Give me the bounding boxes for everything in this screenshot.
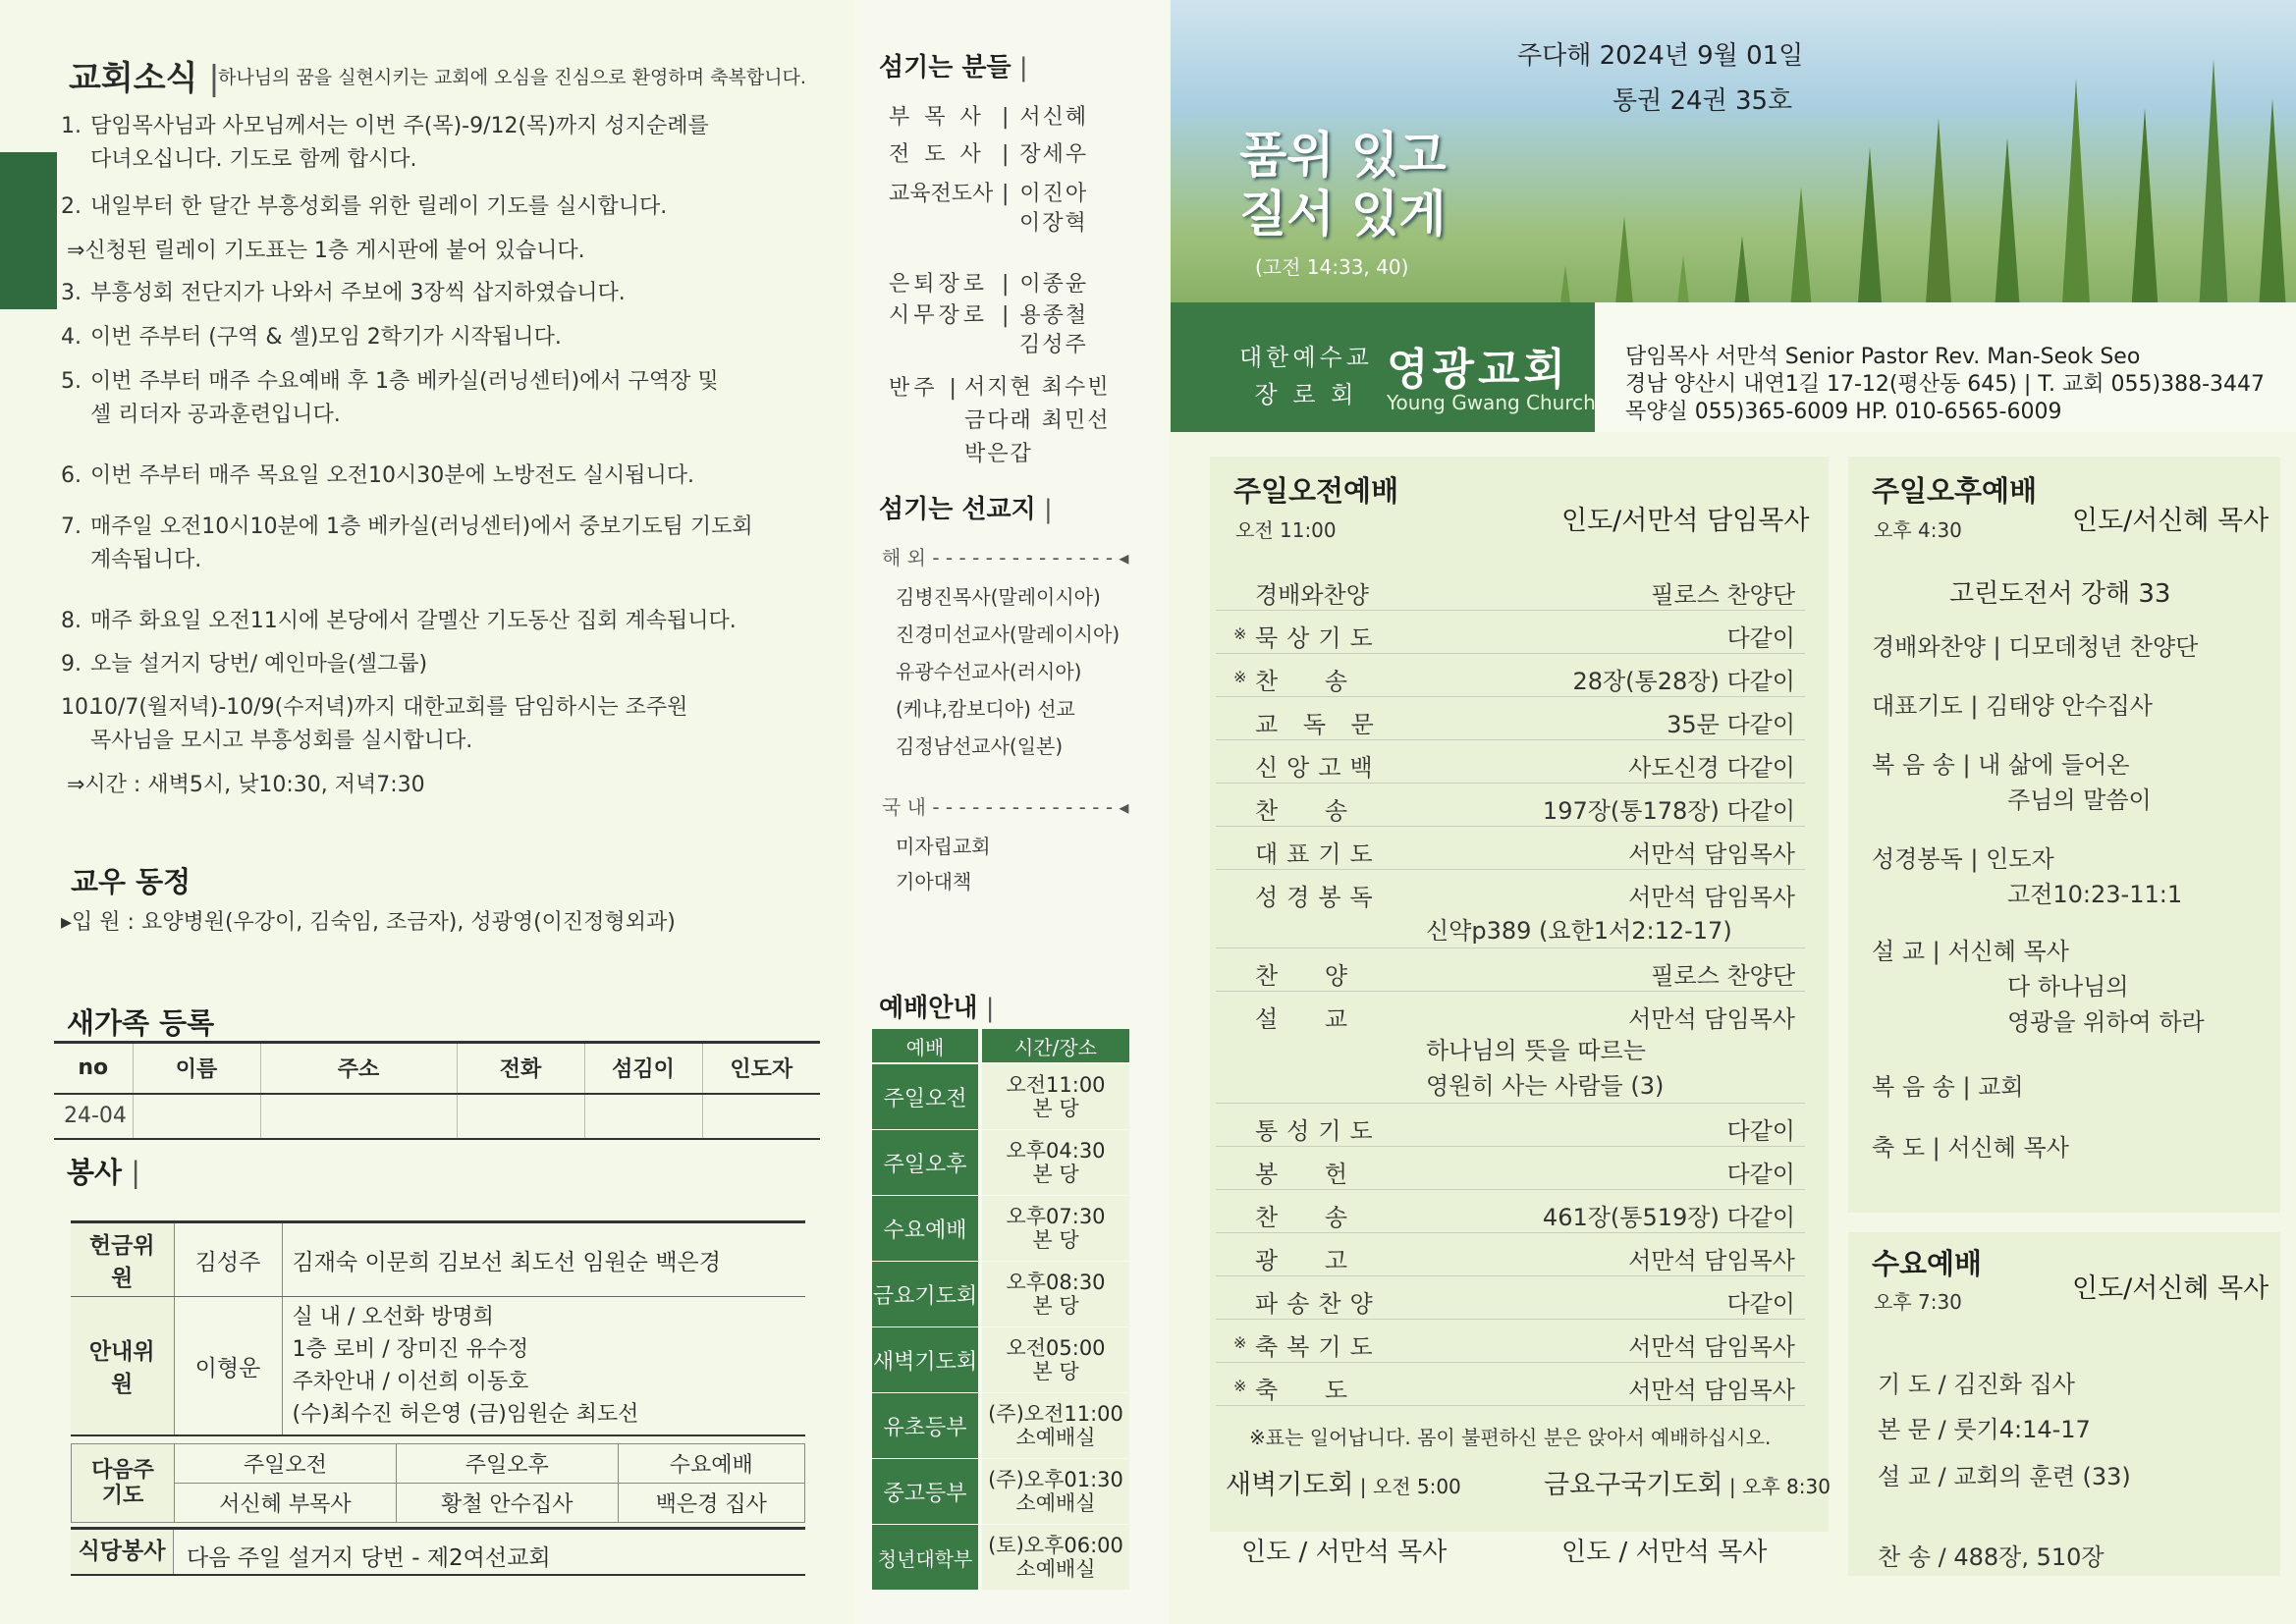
news-item-7: 7. 매주일 오전10시10분에 1층 베카실(러닝센터)에서 중보기도팀 기도회 계속됩니다. — [61, 514, 753, 572]
order-row: 성경봉독 서만석 담임목사 — [1216, 870, 1805, 948]
pm-order-7: 축 도 | 서신혜 목사 — [1872, 1134, 2069, 1162]
pm-order-3b: 주님의 말씀이 — [2007, 786, 2152, 814]
bulletin-date: 주다해 2024년 9월 01일 — [1517, 41, 1804, 71]
order-row: ※ 축 도 서만석 담임목사 — [1216, 1363, 1805, 1406]
service-table — [71, 1220, 805, 1436]
pm-order-1: 경배와찬양 | 디모데청년 찬양단 — [1872, 633, 2199, 661]
pm-order-6: 복 음 송 | 교회 — [1872, 1073, 2024, 1101]
order-row: 교 독 문 35문 다같이 — [1216, 697, 1805, 740]
wed-order-4: 찬 송 / 488장, 510장 — [1878, 1543, 2105, 1571]
mission-2: 진경미선교사(말레이시아) — [896, 623, 1121, 646]
worship-row: 금요기도회 오후08:30 본 당 — [872, 1262, 1129, 1326]
news-arrow-2: ⇒시간 : 새벽5시, 낮10:30, 저녁7:30 — [67, 773, 425, 797]
offering-label: 헌금위원 — [71, 1222, 174, 1297]
bulletin-theme: 품위 있고 질서 있게 — [1239, 127, 1447, 243]
sermon-title-2: 영원히 사는 사람들 (3) — [1426, 1072, 1665, 1100]
next-prayer-label: 다음주 기도 — [72, 1444, 175, 1523]
order-row: 파송찬양 다같이 — [1216, 1276, 1805, 1320]
wednesday-time: 오후 7:30 — [1874, 1290, 1962, 1314]
sermon-series: 고린도전서 강해 33 — [1949, 579, 2171, 609]
left-tab-marker — [0, 152, 57, 309]
worship-row: 새벽기도회 오전05:00 본 당 — [872, 1327, 1129, 1392]
order-row: ※ 찬 송 28장(통28장) 다같이 — [1216, 654, 1805, 697]
order-row: 신앙고백 사도신경 다같이 — [1216, 740, 1805, 784]
guide-label: 안내위원 — [71, 1297, 174, 1436]
next-col-wed: 수요예배 — [618, 1444, 804, 1484]
order-row: 통성기도 다같이 — [1216, 1104, 1805, 1147]
theme-verse: (고전 14:33, 40) — [1255, 255, 1409, 279]
guide-line-3: 주차안내 / 이선희 이동호 — [292, 1370, 529, 1394]
worship-head-time: 시간/장소 — [982, 1029, 1129, 1062]
staff-name-4: 이장혁 — [1019, 211, 1088, 236]
order-row: 설 교 서만석 담임목사 — [1216, 992, 1805, 1104]
wednesday-leader: 인도/서신혜 목사 — [2072, 1273, 2269, 1304]
pm-order-4b: 고전10:23-11:1 — [2007, 881, 2183, 908]
meal-label: 식당봉사 — [71, 1530, 174, 1574]
worship-row: 주일오전 오전11:00 본 당 — [872, 1064, 1129, 1129]
pm-order-2: 대표기도 | 김태양 안수집사 — [1872, 692, 2153, 720]
next-name-pm: 황철 안수집사 — [396, 1484, 618, 1523]
news-item-9: 9. 오늘 설거지 당번/ 예인마을(셀그룹) — [61, 652, 428, 677]
missions-domestic: 국 내 - - - - - - - - - - - - - - ◂ — [882, 795, 1129, 819]
next-col-am: 주일오전 — [175, 1444, 397, 1484]
next-name-wed: 백은경 집사 — [618, 1484, 804, 1523]
order-row: 대표기도 서만석 담임목사 — [1216, 827, 1805, 870]
guide-line-2: 1층 로비 / 장미진 유수정 — [292, 1337, 529, 1362]
order-row: 봉 헌 다같이 — [1216, 1147, 1805, 1190]
wed-order-3: 설 교 / 교회의 훈련 (33) — [1878, 1463, 2131, 1490]
mission-4: (케냐,캄보디아) 선교 — [896, 697, 1075, 721]
sunday-am-time: 오전 11:00 — [1235, 518, 1337, 542]
sunday-am-leader: 인도/서만석 담임목사 — [1561, 506, 1810, 536]
friday-prayer: 금요구국기도회 | 오후 8:30 — [1544, 1470, 1831, 1500]
bulletin-volume: 통권 24권 35호 — [1613, 86, 1793, 116]
staff-title: 섬기는 분들 | — [879, 53, 1028, 82]
sunday-pm-time: 오후 4:30 — [1874, 518, 1962, 542]
wed-order-2: 본 문 / 룻기4:14-17 — [1878, 1416, 2091, 1443]
next-name-am: 서신혜 부목사 — [175, 1484, 397, 1523]
family-table — [54, 1041, 820, 1140]
staff-name-6: | 용종철 — [1002, 303, 1089, 328]
sermon-title-1: 하나님의 뜻을 따르는 — [1426, 1037, 1646, 1064]
pm-order-3: 복 음 송 | 내 삶에 들어온 — [1872, 751, 2130, 779]
scripture-ref: 신약p389 (요한1서2:12-17) — [1426, 917, 1732, 945]
members-text: ▸입 원 : 요양병원(우강이, 김숙임, 조금자), 성광영(이진정형외과) — [61, 910, 676, 935]
worship-info-title: 예배안내 | — [879, 994, 995, 1023]
prayer-table — [71, 1443, 805, 1523]
staff-role-1: 부 목 사 — [889, 105, 985, 130]
sunday-pm-leader: 인도/서신혜 목사 — [2072, 506, 2269, 536]
guide-line-4: (수)최수진 허은영 (금)임원순 최도선 — [292, 1402, 639, 1427]
news-arrow-1: ⇒신청된 릴레이 기도표는 1층 게시판에 붙어 있습니다. — [67, 239, 585, 263]
mission-5: 김정남선교사(일본) — [896, 734, 1064, 758]
dawn-leader: 인도 / 서만석 목사 — [1241, 1538, 1448, 1567]
mission-3: 유광수선교사(러시아) — [896, 660, 1082, 683]
news-item-10: 10.10/7(월저녁)-10/9(수저녁)까지 대한교회를 담임하시는 조주원 목사님을 모시고 부흥성회를 실시합니다. — [61, 695, 688, 753]
meal-row — [71, 1527, 805, 1576]
staff-name-2: | 장세우 — [1002, 142, 1089, 167]
order-row: ※ 축복기도 서만석 담임목사 — [1216, 1320, 1805, 1363]
family-col-no: no — [54, 1043, 133, 1094]
staff-role-6: 시무장로 — [889, 303, 989, 328]
sunday-pm-title: 주일오후예배 — [1872, 474, 2038, 508]
news-item-8: 8. 매주 화요일 오전11시에 본당에서 갈멜산 기도동산 집회 계속됩니다. — [61, 609, 737, 633]
mission-1: 김병진목사(말레이시아) — [896, 585, 1101, 609]
pm-order-5b: 다 하나님의 — [2007, 973, 2129, 1001]
family-col-phone: 전화 — [457, 1043, 584, 1094]
worship-row: 청년대학부 (토)오후06:00 소예배실 — [872, 1525, 1129, 1590]
order-row: 광 고 서만석 담임목사 — [1216, 1233, 1805, 1276]
staff-name-1: | 서신혜 — [1002, 105, 1089, 130]
mission-7: 기아대책 — [896, 870, 972, 893]
staff-name-3: | 이진아 — [1002, 182, 1089, 206]
staff-role-2: 전 도 사 — [889, 142, 985, 167]
family-col-leader: 인도자 — [702, 1043, 820, 1094]
worship-row: 주일오후 오후04:30 본 당 — [872, 1130, 1129, 1195]
worship-row: 중고등부 (주)오후01:30 소예배실 — [872, 1459, 1129, 1524]
members-title: 교우 동정 — [71, 865, 191, 898]
pm-order-5c: 영광을 위하여 하라 — [2007, 1008, 2205, 1036]
offering-members: 김재숙 이문희 김보선 최도선 임원순 백은경 — [282, 1222, 805, 1297]
order-row: 찬 양 필로스 찬양단 — [1216, 948, 1805, 992]
offering-head: 김성주 — [174, 1222, 282, 1297]
wednesday-title: 수요예배 — [1872, 1247, 1983, 1280]
pm-order-5: 설 교 | 서신혜 목사 — [1872, 938, 2069, 965]
guide-head: 이형운 — [174, 1297, 282, 1436]
church-name-en: Young Gwang Church — [1387, 391, 1596, 414]
missions-overseas: 해 외 - - - - - - - - - - - - - - ◂ — [882, 546, 1129, 569]
news-item-4: 4. 이번 주부터 (구역 & 셀)모임 2학기가 시작됩니다. — [61, 325, 562, 350]
meal-text: 다음 주일 설거지 당번 - 제2여선교회 — [187, 1545, 551, 1571]
banju-names: 서지현 최수빈 금다래 최민선 박은갑 — [964, 375, 1111, 466]
family-title: 새가족 등록 — [67, 1006, 215, 1040]
next-col-pm: 주일오후 — [396, 1444, 618, 1484]
staff-name-5: | 이종윤 — [1002, 272, 1089, 297]
pastor-info: 담임목사 서만석 Senior Pastor Rev. Man-Seok Seo 경남 양산시 내연1길 17-12(평산동 645) | T. 교회 055)388-3447 목양실 055)365-6009 HP. 010-6565-6009 — [1625, 345, 2266, 424]
news-item-2: 2. 내일부터 한 달간 부흥성회를 위한 릴레이 기도를 실시합니다. — [61, 194, 668, 219]
mission-6: 미자립교회 — [896, 835, 991, 858]
news-item-5: 5. 이번 주부터 매주 수요예배 후 1층 베카실(러닝센터)에서 구역장 및 셀 리더자 공과훈련입니다. — [61, 369, 719, 427]
pm-order-4: 성경봉독 | 인도자 — [1872, 845, 2054, 873]
staff-role-5: 은퇴장로 — [889, 272, 989, 297]
staff-name-7: 김성주 — [1019, 333, 1088, 357]
worship-row: 수요예배 오후07:30 본 당 — [872, 1196, 1129, 1261]
news-item-6: 6. 이번 주부터 매주 목요일 오전10시30분에 노방전도 실시됩니다. — [61, 463, 694, 488]
wed-order-1: 기 도 / 김진화 집사 — [1878, 1371, 2075, 1398]
worship-info-table — [872, 1029, 1129, 1591]
news-title: 교회소식 | — [69, 59, 220, 98]
dawn-prayer: 새벽기도회 | 오전 5:00 — [1226, 1470, 1461, 1500]
family-col-address: 주소 — [260, 1043, 457, 1094]
friday-leader: 인도 / 서만석 목사 — [1561, 1538, 1768, 1567]
missions-title: 섬기는 선교지 | — [879, 495, 1053, 524]
family-col-name: 이름 — [133, 1043, 260, 1094]
news-item-1: 1. 담임목사님과 사모님께서는 이번 주(목)-9/12(목)까지 성지순례를 다녀오십니다. 기도로 함께 합시다. — [61, 114, 709, 172]
standing-note: ※표는 일어납니다. 몸이 불편하신 분은 앉아서 예배하십시오. — [1249, 1426, 1772, 1449]
denomination: 대한예수교 장 로 회 — [1239, 344, 1373, 408]
service-title: 봉사 | — [67, 1156, 141, 1189]
worship-row: 유초등부 (주)오전11:00 소예배실 — [872, 1393, 1129, 1458]
order-row: 찬 송 197장(통178장) 다같이 — [1216, 784, 1805, 827]
family-col-helper: 섬김이 — [584, 1043, 702, 1094]
guide-line-1: 실 내 / 오선화 방명희 — [292, 1305, 494, 1329]
order-row: 찬 송 461장(통519장) 다같이 — [1216, 1190, 1805, 1233]
order-row: 경배와찬양 필로스 찬양단 — [1216, 568, 1805, 611]
news-intro: 하나님의 꿈을 실현시키는 교회에 오심을 진심으로 환영하며 축복합니다. — [218, 67, 806, 88]
family-no: 24-04 — [54, 1094, 133, 1139]
banju-label: 반주 | — [889, 376, 960, 401]
staff-role-3: 교육전도사 — [889, 182, 994, 206]
worship-head-name: 예배 — [872, 1029, 978, 1062]
sunday-am-title: 주일오전예배 — [1233, 474, 1399, 508]
church-name: 영광교회 — [1387, 345, 1570, 395]
news-item-3: 3. 부흥성회 전단지가 나와서 주보에 3장씩 삽지하였습니다. — [61, 281, 626, 305]
order-row: ※ 묵상기도 다같이 — [1216, 611, 1805, 654]
